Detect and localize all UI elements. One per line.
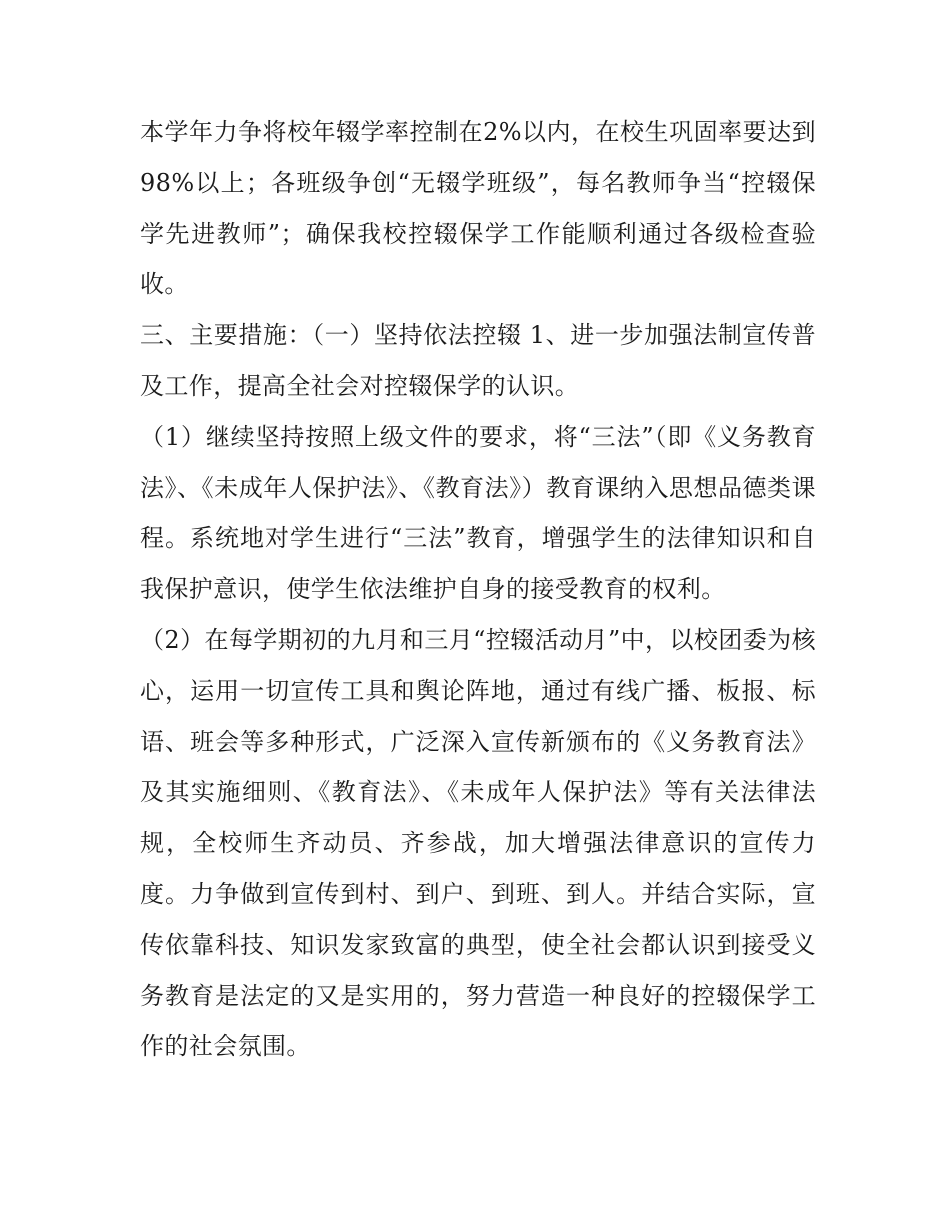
document-body xyxy=(140,107,816,1072)
paragraph-goal: 本学年力争将校年辍学率控制在2%以内，在校生巩固率要达到98%以上；各班级争创“无辍学班级”，每名教师争当“控辍保学先进教师”；确保我校控辍保学工作能顺利通过各级检查验收。 xyxy=(140,118,816,299)
paragraph-measures-heading: 三、主要措施：（一）坚持依法控辍 1、进一步加强法制宣传普及工作，提高全社会对控辍保学的认识。 xyxy=(140,321,816,400)
paragraph-measure-1: （1）继续坚持按照上级文件的要求，将“三法”（即《义务教育法》、《未成年人保护法》、《教育法》）教育课纳入思想品德类课程。系统地对学生进行“三法”教育，增强学生的法律知识和自我保护意识，使学生依法维护自身的接受教育的权利。 xyxy=(140,422,816,604)
paragraph-measure-2: （2）在每学期初的九月和三月“控辍活动月”中，以校团委为核心，运用一切宣传工具和舆论阵地，通过有线广播、板报、标语、班会等多种形式，广泛深入宣传新颁布的《义务教育法》及其实施细则、《教育法》、《未成年人保护法》等有关法律法规，全校师生齐动员、齐参战，加大增强法律意识的宣传力度。力争做到宣传到村、到户、到班、到人。并结合实际，宣传依靠科技、知识发家致富的典型，使全社会都认识到接受义务教育是法定的又是实用的，努力营造一种良好的控辍保学工作的社会氛围。 xyxy=(140,625,816,1061)
